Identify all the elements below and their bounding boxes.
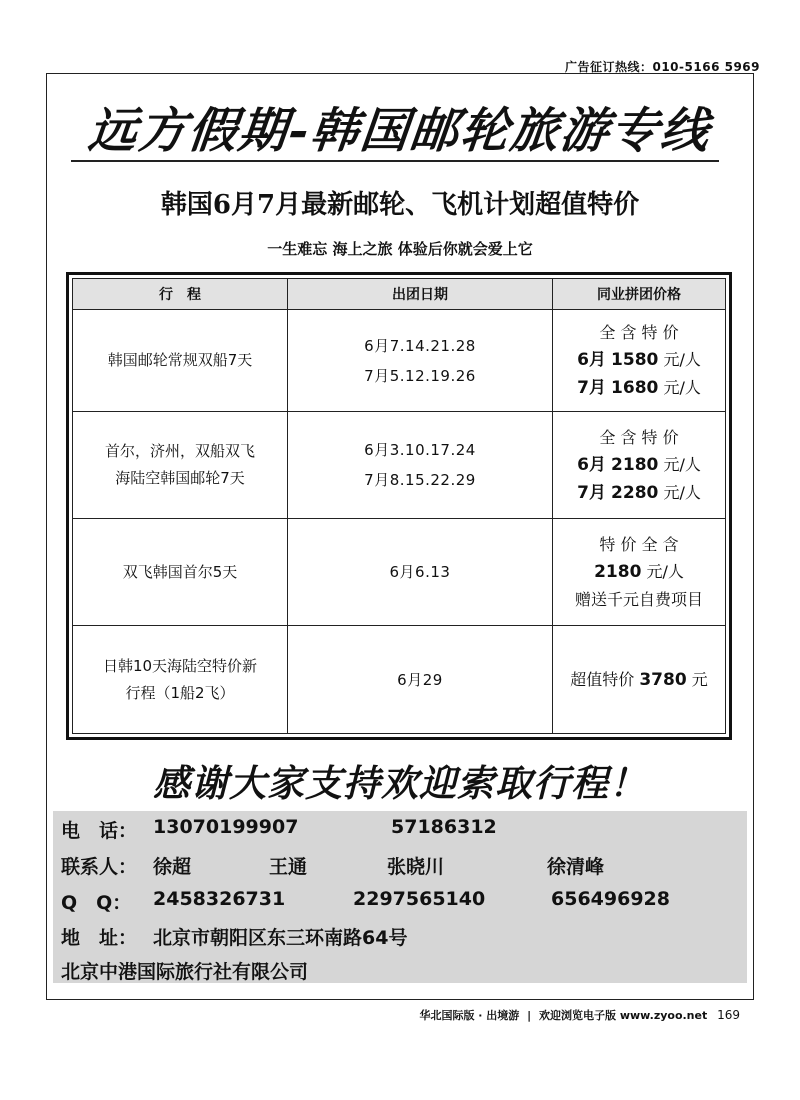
price-amount: 2180 bbox=[594, 562, 642, 582]
table-row bbox=[73, 310, 726, 412]
price-unit: 元/人 bbox=[646, 562, 684, 581]
price-unit: 元/人 bbox=[663, 378, 701, 397]
price-line bbox=[553, 374, 725, 402]
contact-person: 张晓川 bbox=[387, 856, 445, 878]
table-header-row bbox=[73, 279, 726, 310]
footer-site-link[interactable]: www.zyoo.net bbox=[619, 1009, 708, 1022]
route-text: 海陆空韩国邮轮7天 bbox=[115, 469, 245, 487]
header-route: 行 程 bbox=[73, 279, 288, 310]
footer-slogan: 欢迎浏览电子版 bbox=[539, 1009, 617, 1022]
phone-number: 57186312 bbox=[391, 816, 497, 838]
person-label: 联系人： bbox=[61, 856, 138, 878]
price-label: 超值特价 bbox=[570, 669, 635, 689]
phone-number: 13070199907 bbox=[153, 816, 299, 838]
price-month: 6月 bbox=[577, 350, 606, 370]
contact-person: 徐清峰 bbox=[547, 856, 605, 878]
date-line: 6月29 bbox=[397, 670, 443, 689]
price-unit: 元/人 bbox=[663, 482, 701, 502]
qq-number: 2297565140 bbox=[353, 888, 486, 910]
route-cell bbox=[73, 626, 288, 734]
date-line: 6月3.10.17.24 bbox=[364, 441, 476, 459]
table-row bbox=[73, 519, 726, 626]
dates-cell bbox=[288, 519, 553, 626]
price-cell bbox=[553, 626, 726, 734]
contact-panel bbox=[53, 811, 747, 983]
route-cell bbox=[73, 310, 288, 412]
price-cell bbox=[553, 310, 726, 412]
price-amount: 3780 bbox=[639, 669, 687, 690]
contact-person: 徐超 bbox=[153, 856, 192, 878]
dates-cell bbox=[288, 310, 553, 412]
ad-hotline: 广告征订热线：010-5166 5969 bbox=[564, 60, 760, 74]
advert-frame bbox=[46, 73, 754, 1000]
dates-cell bbox=[288, 626, 553, 734]
price-amount: 2180 bbox=[611, 454, 659, 475]
price-month: 6月 bbox=[577, 454, 606, 475]
price-cell bbox=[553, 412, 726, 519]
route-text: 双飞韩国首尔5天 bbox=[122, 562, 238, 581]
headline: 韩国6月7月最新邮轮、飞机计划超值特价 bbox=[160, 190, 640, 220]
route-cell bbox=[73, 412, 288, 519]
company-name: 北京中港国际旅行社有限公司 bbox=[61, 961, 309, 983]
page-number: 169 bbox=[717, 1008, 740, 1022]
price-amount: 1580 bbox=[611, 350, 659, 370]
contact-person: 王通 bbox=[269, 856, 308, 878]
page-footer bbox=[419, 1007, 740, 1023]
price-line bbox=[553, 479, 725, 507]
header-dates: 出团日期 bbox=[288, 279, 553, 310]
route-text: 首尔，济州，双船双飞 bbox=[104, 442, 255, 460]
qq-label: Q Q： bbox=[61, 892, 132, 914]
address-label: 地 址： bbox=[61, 927, 138, 949]
address-text: 北京市朝阳区东三环南路64号 bbox=[153, 927, 408, 949]
date-line: 6月7.14.21.28 bbox=[364, 336, 476, 355]
slogan: 一生难忘 海上之旅 体验后你就会爱上它 bbox=[267, 240, 533, 258]
phone-label: 电 话： bbox=[61, 820, 138, 842]
price-cell bbox=[553, 519, 726, 626]
price-month: 7月 bbox=[577, 378, 606, 398]
table-row bbox=[73, 626, 726, 734]
thanks-banner: 感谢大家支持欢迎索取行程！ bbox=[153, 762, 647, 805]
brand-title: 远方假期-韩国邮轮旅游专线 bbox=[85, 103, 714, 159]
route-cell bbox=[73, 519, 288, 626]
price-line bbox=[553, 346, 725, 374]
magazine-name: 华北国际版 · 出境游 bbox=[419, 1009, 520, 1022]
route-text: 日韩10天海陆空特价新 bbox=[102, 656, 258, 675]
footer-divider: | bbox=[527, 1009, 532, 1022]
itinerary-table-frame bbox=[66, 272, 732, 740]
price-title: 全 含 特 价 bbox=[599, 323, 679, 342]
price-line bbox=[553, 666, 725, 694]
price-amount: 2280 bbox=[611, 482, 659, 503]
price-title: 全 含 特 价 bbox=[599, 427, 679, 447]
table-row bbox=[73, 412, 726, 519]
date-line: 7月5.12.19.26 bbox=[364, 366, 476, 385]
price-unit: 元/人 bbox=[663, 350, 701, 369]
date-line: 7月8.15.22.29 bbox=[364, 471, 476, 489]
price-amount: 1680 bbox=[611, 378, 659, 398]
price-title: 特 价 全 含 bbox=[599, 535, 679, 554]
header-price: 同业拼团价格 bbox=[553, 279, 726, 310]
price-line bbox=[553, 451, 725, 479]
price-month: 7月 bbox=[577, 482, 606, 503]
qq-number: 656496928 bbox=[551, 888, 670, 910]
price-line bbox=[553, 558, 725, 586]
price-unit: 元/人 bbox=[663, 454, 701, 474]
price-note: 赠送千元自费项目 bbox=[574, 590, 703, 609]
dates-cell bbox=[288, 412, 553, 519]
title-divider bbox=[71, 160, 719, 162]
price-unit: 元 bbox=[691, 669, 708, 689]
date-line: 6月6.13 bbox=[389, 563, 451, 581]
route-text: 行程（1船2飞） bbox=[125, 683, 235, 702]
itinerary-table bbox=[72, 278, 726, 734]
qq-number: 2458326731 bbox=[153, 888, 286, 910]
route-text: 韩国邮轮常规双船7天 bbox=[107, 351, 253, 369]
